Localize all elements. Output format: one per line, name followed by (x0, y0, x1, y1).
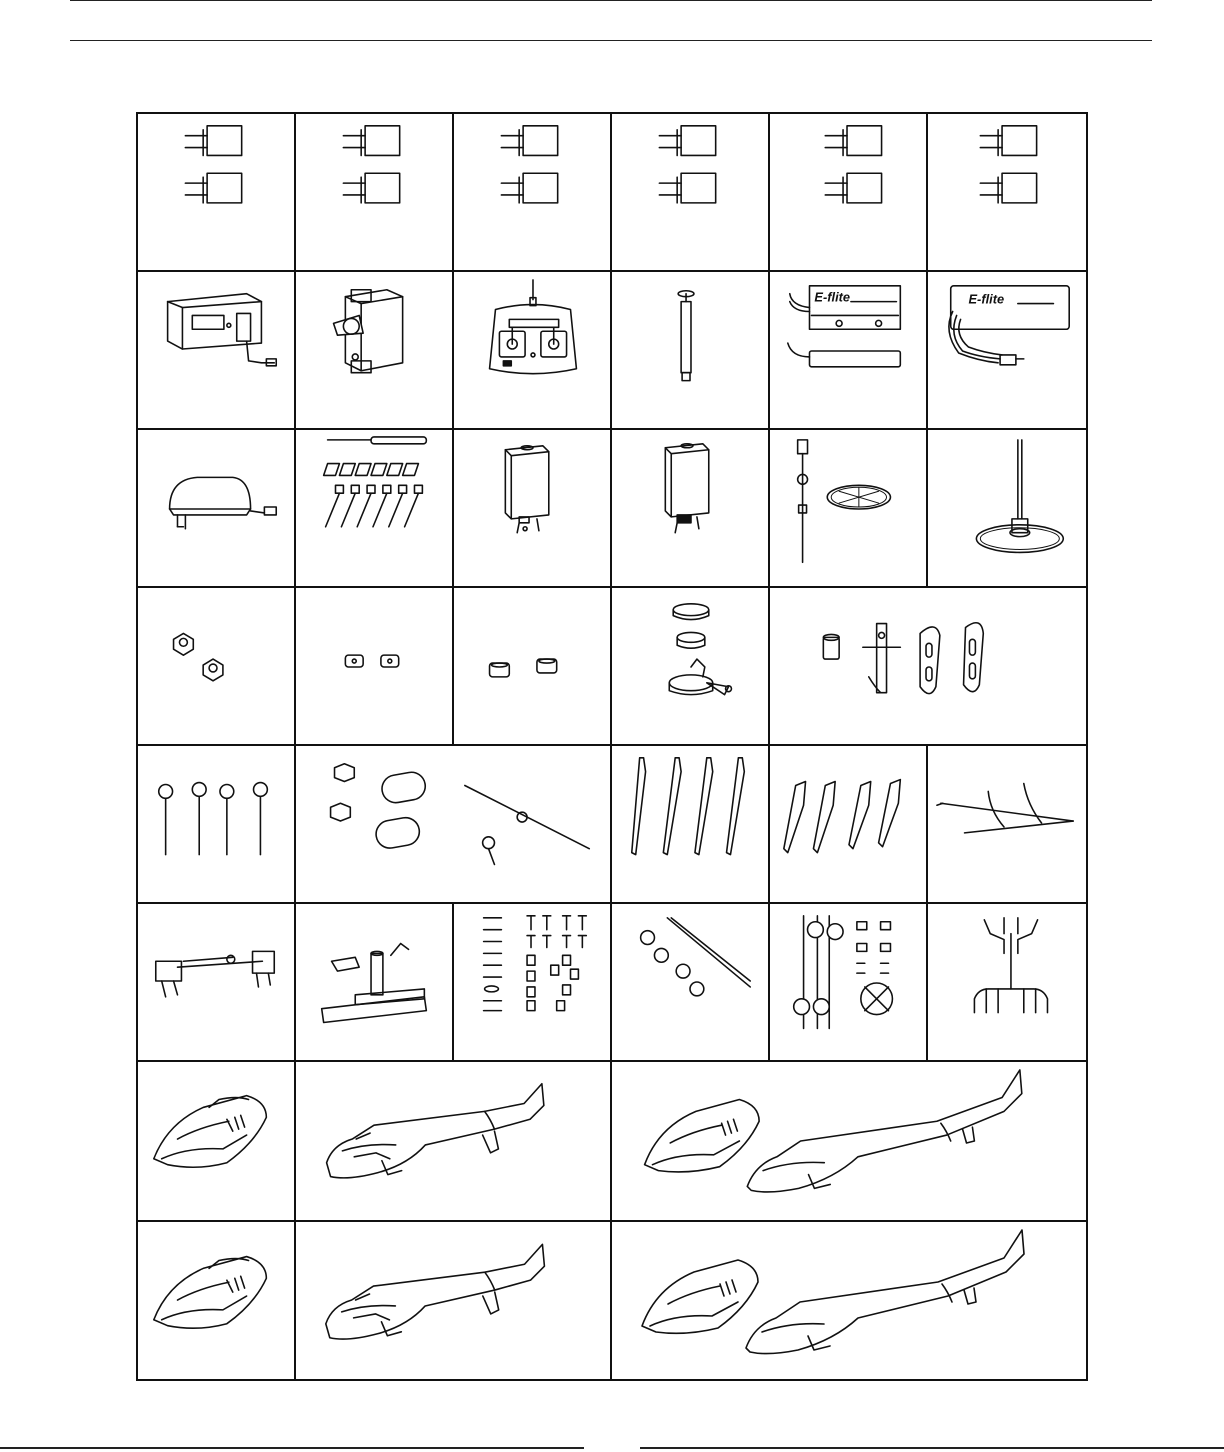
servo-linkage-set-icon (138, 904, 294, 1060)
canopy-and-fuselage-set-icon (612, 1062, 1086, 1220)
crystal-pair-icon (138, 114, 294, 270)
crystal-pair-cell-4 (612, 114, 770, 272)
main-gear-shaft-icon (928, 430, 1086, 586)
tail-blades-cell (770, 746, 928, 904)
canopy-icon (138, 1062, 294, 1220)
hardware-mix-icon (770, 904, 926, 1060)
lipo-battery-pack-icon (770, 272, 926, 428)
fuselage-icon (296, 1062, 610, 1220)
main-blades-icon (612, 746, 768, 902)
ball-links-cell (138, 746, 296, 904)
main-shaft-cell (612, 272, 770, 430)
motor-icon (454, 430, 610, 586)
transmitter-icon (454, 272, 610, 428)
canopy-cell-2 (138, 1222, 296, 1379)
frame-plate-cell (296, 904, 454, 1062)
crystal-pair-icon (612, 114, 768, 270)
rotor-head-set-icon (770, 588, 1086, 744)
transmitter-cell (454, 272, 612, 430)
fuselage-icon (296, 1222, 610, 1379)
crystal-pair-cell-5 (770, 114, 928, 272)
receiver-unit-cell (138, 272, 296, 430)
eflite-logo-text-2: E-flite (968, 291, 1005, 307)
main-shaft-icon (612, 272, 768, 428)
lipo-battery-pack-cell (770, 272, 928, 430)
motor-cell-2 (612, 430, 770, 588)
bearings-cell (454, 588, 612, 746)
ac-adapter-charger-cell (138, 430, 296, 588)
servo-linkage-set-cell (138, 904, 296, 1062)
canopy-and-fuselage-set-cell-2 (612, 1222, 1086, 1379)
parts-grid (136, 112, 1088, 1381)
ac-adapter-charger-icon (138, 430, 294, 586)
ball-links-icon (138, 746, 294, 902)
frame-support-cell (928, 904, 1086, 1062)
canopy-cell-1 (138, 1062, 296, 1222)
bearings-icon (454, 588, 610, 744)
lipo-battery-large-cell (928, 272, 1086, 430)
flybar-weights-set-cell (296, 746, 612, 904)
inner-shaft-gear-cell (770, 430, 928, 588)
servo-icon (296, 272, 452, 428)
spacers-icon (296, 588, 452, 744)
canopy-pins-and-rods-icon (612, 904, 768, 1060)
fuselage-cell-1 (296, 1062, 612, 1222)
rotor-head-set-cell (770, 588, 1086, 746)
eflite-logo-text: E-flite (814, 289, 851, 305)
swashplate-set-cell (612, 588, 770, 746)
canopy-pins-and-rods-cell (612, 904, 770, 1062)
hardware-mix-cell (770, 904, 928, 1062)
fuselage-cell-2 (296, 1222, 612, 1379)
flybar-weights-set-icon (296, 746, 610, 902)
frame-support-icon (928, 904, 1086, 1060)
receiver-unit-icon (138, 272, 294, 428)
lipo-battery-large-icon (928, 272, 1086, 428)
tool-and-hardware-set-icon (296, 430, 452, 586)
motor-icon (612, 430, 768, 586)
landing-gear-icon (928, 746, 1086, 902)
landing-gear-cell (928, 746, 1086, 904)
swashplate-set-icon (612, 588, 768, 744)
spacers-cell (296, 588, 454, 746)
footer-rule-right (640, 1447, 1224, 1449)
screw-set-cell (454, 904, 612, 1062)
tail-blades-icon (770, 746, 926, 902)
frame-plate-icon (296, 904, 452, 1060)
servo-cell (296, 272, 454, 430)
top-rule (70, 0, 1152, 1)
tool-and-hardware-set-cell (296, 430, 454, 588)
crystal-pair-icon (296, 114, 452, 270)
crystal-pair-icon (770, 114, 926, 270)
header-rule (70, 40, 1152, 41)
crystal-pair-icon (928, 114, 1086, 270)
motor-cell-1 (454, 430, 612, 588)
canopy-and-fuselage-set-icon (612, 1222, 1086, 1379)
crystal-pair-cell-3 (454, 114, 612, 272)
footer-rule-left (0, 1447, 584, 1449)
crystal-pair-cell-6 (928, 114, 1086, 272)
main-gear-shaft-cell (928, 430, 1086, 588)
inner-shaft-gear-icon (770, 430, 926, 586)
screw-set-icon (454, 904, 610, 1060)
main-blades-cell (612, 746, 770, 904)
canopy-and-fuselage-set-cell-1 (612, 1062, 1086, 1222)
canopy-icon (138, 1222, 294, 1379)
collars-icon (138, 588, 294, 744)
crystal-pair-cell-1 (138, 114, 296, 272)
crystal-pair-icon (454, 114, 610, 270)
collars-cell (138, 588, 296, 746)
crystal-pair-cell-2 (296, 114, 454, 272)
